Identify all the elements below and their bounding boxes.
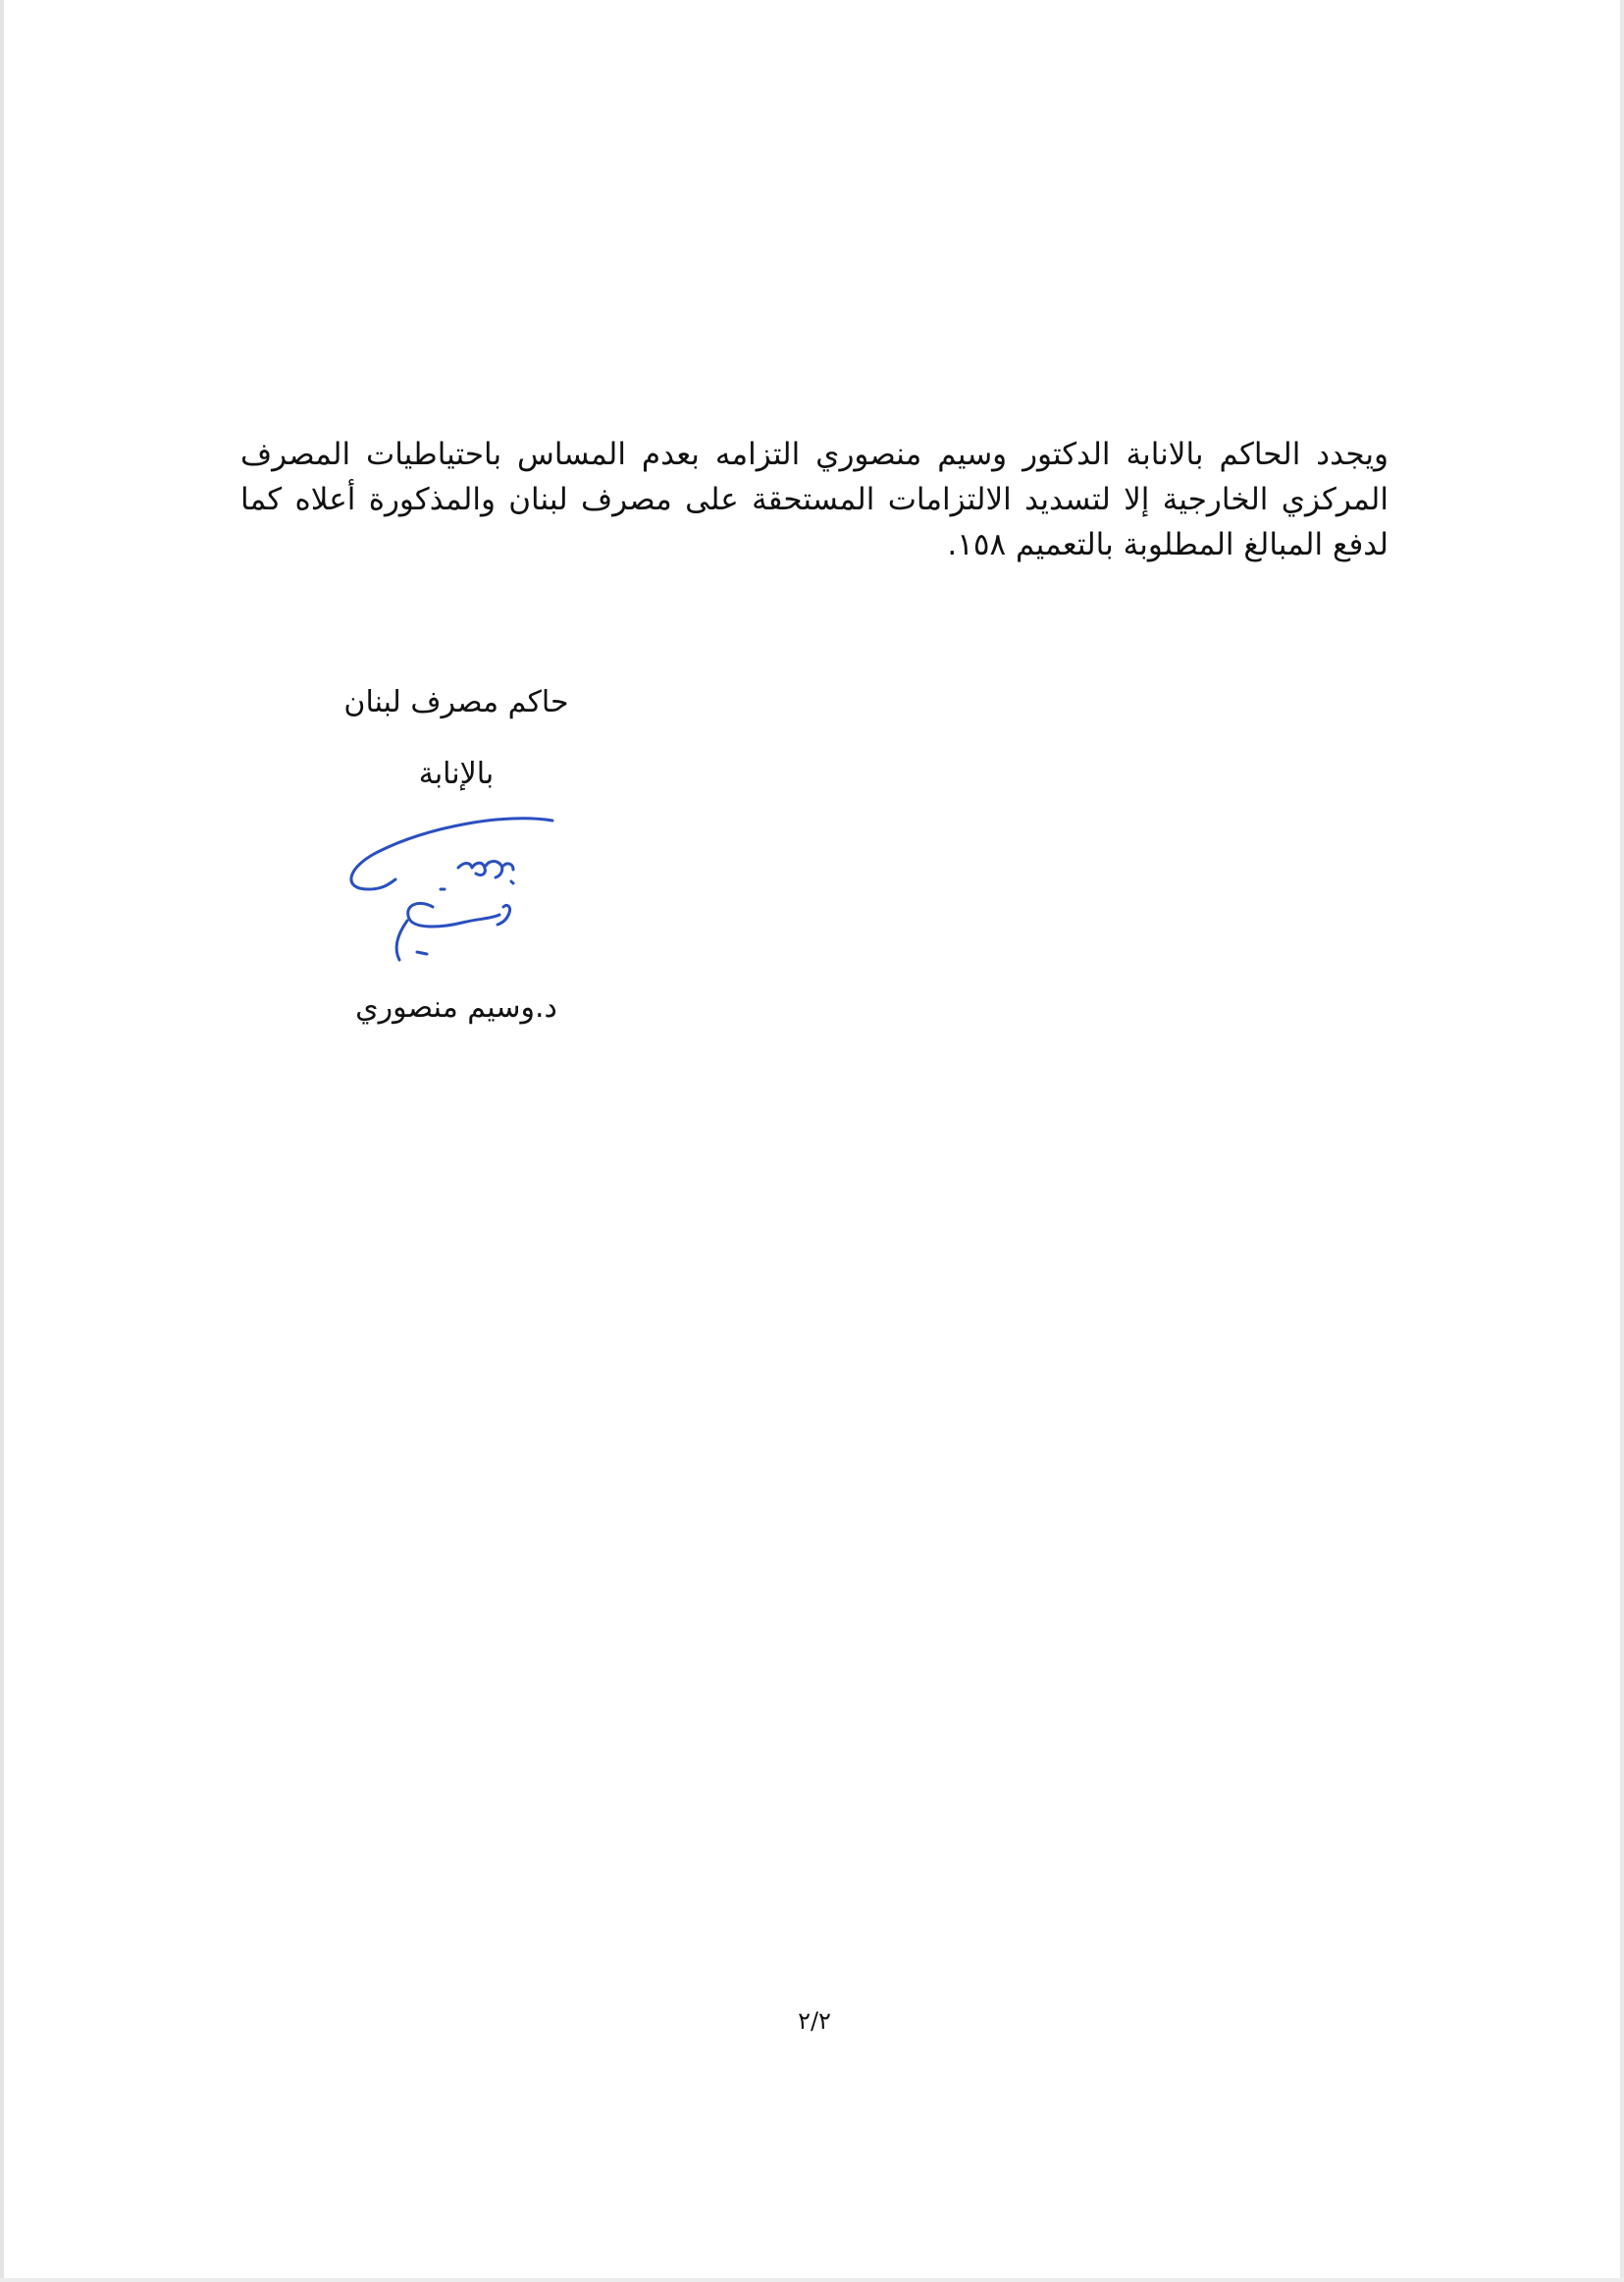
signatory-title: حاكم مصرف لبنان [343,685,569,719]
signatory-name: د.وسيم منصوري [355,990,557,1025]
page-number: ٢/٢ [798,2007,831,2035]
page-edge-right [1620,0,1624,2282]
page-edge-bottom [0,2278,1624,2282]
handwritten-signature [339,809,574,978]
signatory-acting-label: بالإنابة [418,757,495,791]
page-edge-left [0,0,4,2282]
signature-block [324,677,589,1033]
body-paragraph: ويجدد الحاكم بالانابة الدكتور وسيم منصوري التزامه بعدم المساس باحتياطيات المصرف المركزي الخارجية إلا لتسديد الالتزامات المستحقة على مصرف لبنان والمذكورة أعلاه كما لدفع المبالغ المطلوبة بالتعميم ١٥٨. [240,437,1388,562]
